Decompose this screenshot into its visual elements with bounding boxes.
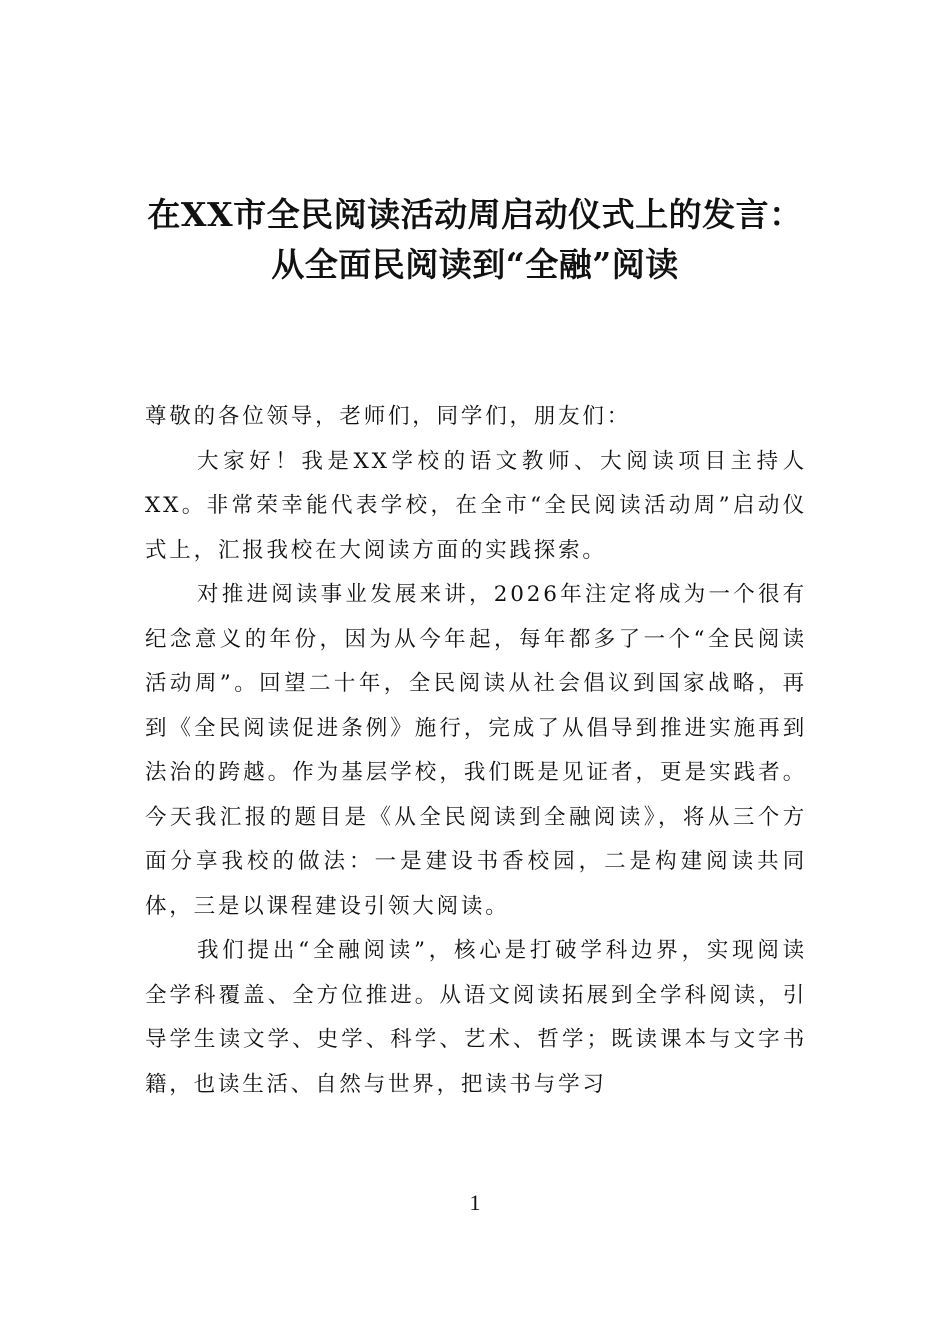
title-line-1: 在XX市全民阅读活动周启动仪式上的发言： bbox=[147, 195, 803, 234]
title-line-2: 从全面民阅读到“全融”阅读 bbox=[271, 245, 679, 284]
document-title bbox=[120, 190, 830, 290]
page-number: 1 bbox=[469, 1190, 481, 1215]
paragraph-background: 对推进阅读事业发展来讲，2026年注定将成为一个很有纪念意义的年份，因为从今年起，每年都多了一个“全民阅读活动周”。回望二十年，全民阅读从社会倡议到国家战略，再到《全民阅读促进条例》施行，完成了从倡导到推进实施再到法治的跨越。作为基层学校，我们既是见证者，更是实践者。今天我汇报的题目是《从全民阅读到全融阅读》，将从三个方面分享我校的做法：一是建设书香校园，二是构建阅读共同体，三是以课程建设引领大阅读。 bbox=[145, 582, 807, 919]
salutation: 尊敬的各位领导，老师们，同学们，朋友们： bbox=[145, 404, 632, 429]
paragraph-core-concept: 我们提出“全融阅读”，核心是打破学科边界，实现阅读全学科覆盖、全方位推进。从语文阅读拓展到全学科阅读，引导学生读文学、史学、科学、艺术、哲学；既读课本与文字书籍，也读生活、自然与世界，把读书与学习 bbox=[145, 938, 807, 1097]
document-body bbox=[145, 395, 807, 1107]
paragraph-greeting: 大家好！我是XX学校的语文教师、大阅读项目主持人XX。非常荣幸能代表学校，在全市“全民阅读活动周”启动仪式上，汇报我校在大阅读方面的实践探索。 bbox=[145, 448, 807, 563]
